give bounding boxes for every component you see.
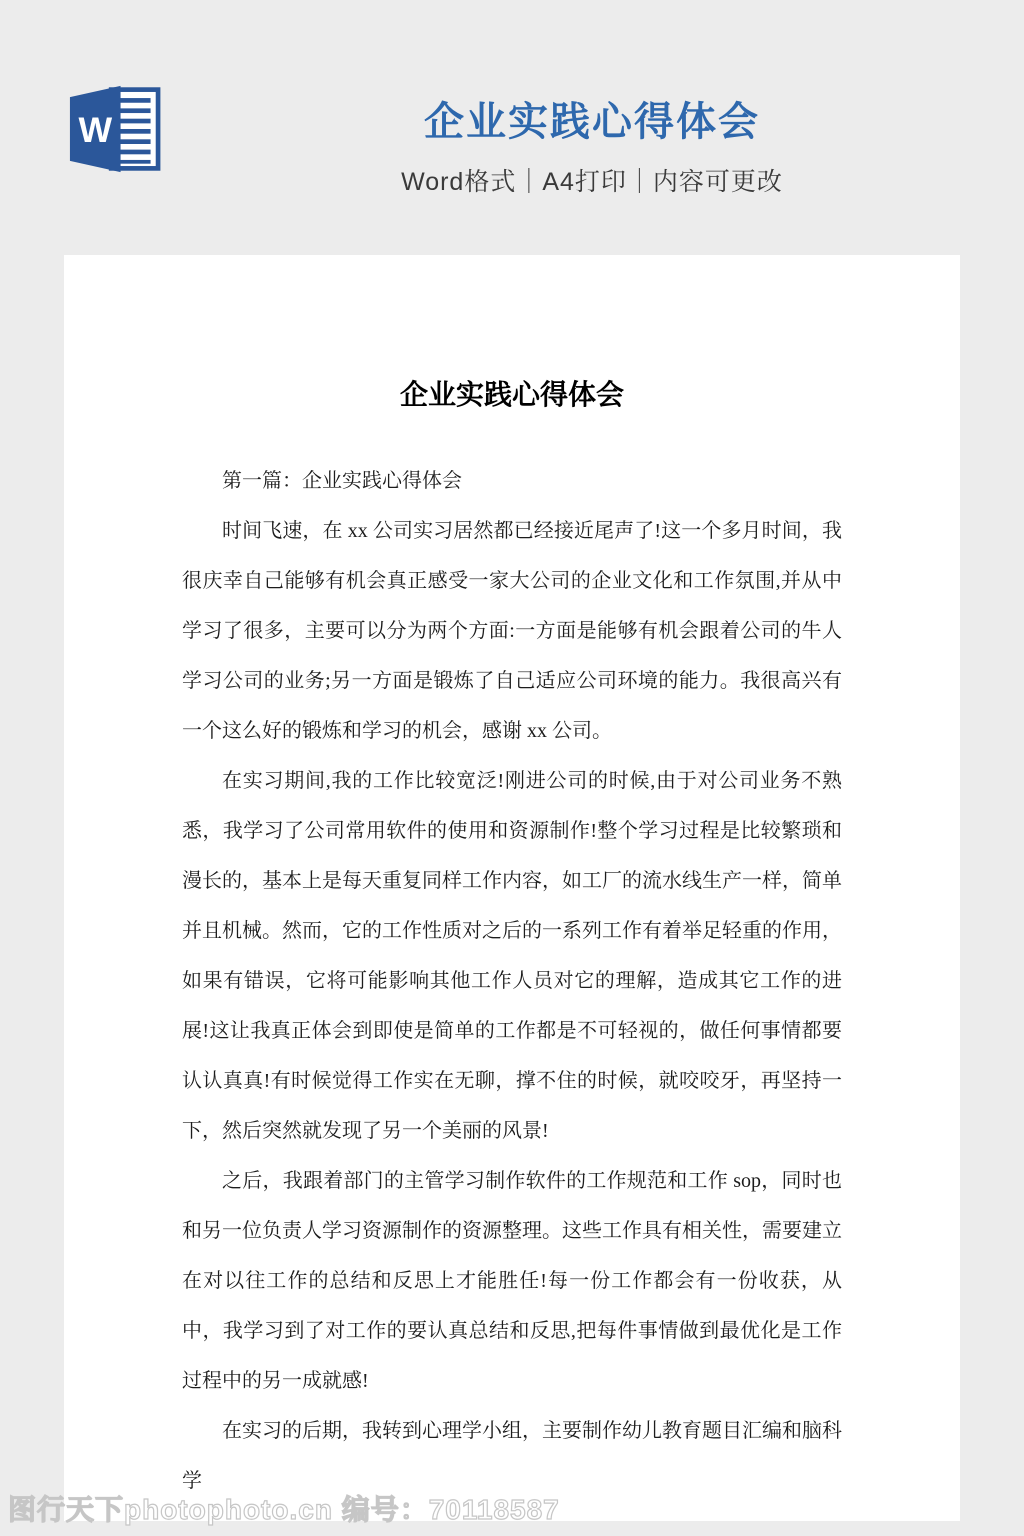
paragraph: 在实习期间,我的工作比较宽泛!刚进公司的时候,由于对公司业务不熟悉，我学习了公司常用软件的使用和资源制作!整个学习过程是比较繁琐和漫长的，基本上是每天重复同样工作内容，如工厂的流水线生产一样，简单并且机械。然而，它的工作性质对之后的一系列工作有着举足轻重的作用，如果有错误，它将可能影响其他工作人员对它的理解，造成其它工作的进展!这让我真正体会到即使是简单的工作都是不可轻视的，做任何事情都要认认真真!有时候觉得工作实在无聊，撑不住的时候，就咬咬牙，再坚持一下，然后突然就发现了另一个美丽的风景! — [182, 770, 842, 1142]
template-subtitle: Word格式｜A4打印｜内容可更改 — [401, 168, 783, 196]
header-text — [170, 90, 1014, 198]
paragraph: 在实习的后期，我转到心理学小组，主要制作幼儿教育题目汇编和脑科学 — [182, 1420, 842, 1492]
document-title: 企业实践心得体会 — [399, 380, 624, 411]
paragraph: 之后，我跟着部门的主管学习制作软件的工作规范和工作 sop，同时也和另一位负责人学习资源制作的资源整理。这些工作具有相关性，需要建立在对以往工作的总结和反思上才能胜任!每一份工作都会有一份收获，从中，我学习到了对工作的要认真总结和反思,把每件事情做到最优化是工作过程中的另一成就感! — [182, 1170, 842, 1392]
paragraph-section-heading: 第一篇：企业实践心得体会 — [222, 470, 462, 492]
paragraph: 时间飞速，在 xx 公司实习居然都已经接近尾声了!这一个多月时间，我很庆幸自己能够有机会真正感受一家大公司的企业文化和工作氛围,并从中学习了很多，主要可以分为两个方面:一方面是能够有机会跟着公司的牛人学习公司的业务;另一方面是锻炼了自己适应公司环境的能力。我很高兴有一个这么好的锻炼和学习的机会，感谢 xx 公司。 — [182, 520, 842, 742]
document-page — [64, 255, 960, 1521]
word-w-panel — [70, 86, 121, 172]
svg-text:W: W — [78, 110, 113, 151]
site-watermark: 图行天下photophoto.cn 编号：70118587 — [8, 1494, 560, 1525]
template-title: 企业实践心得体会 — [424, 100, 760, 144]
document-body — [182, 456, 842, 1506]
header — [0, 0, 1024, 255]
word-logo-icon — [62, 84, 166, 174]
